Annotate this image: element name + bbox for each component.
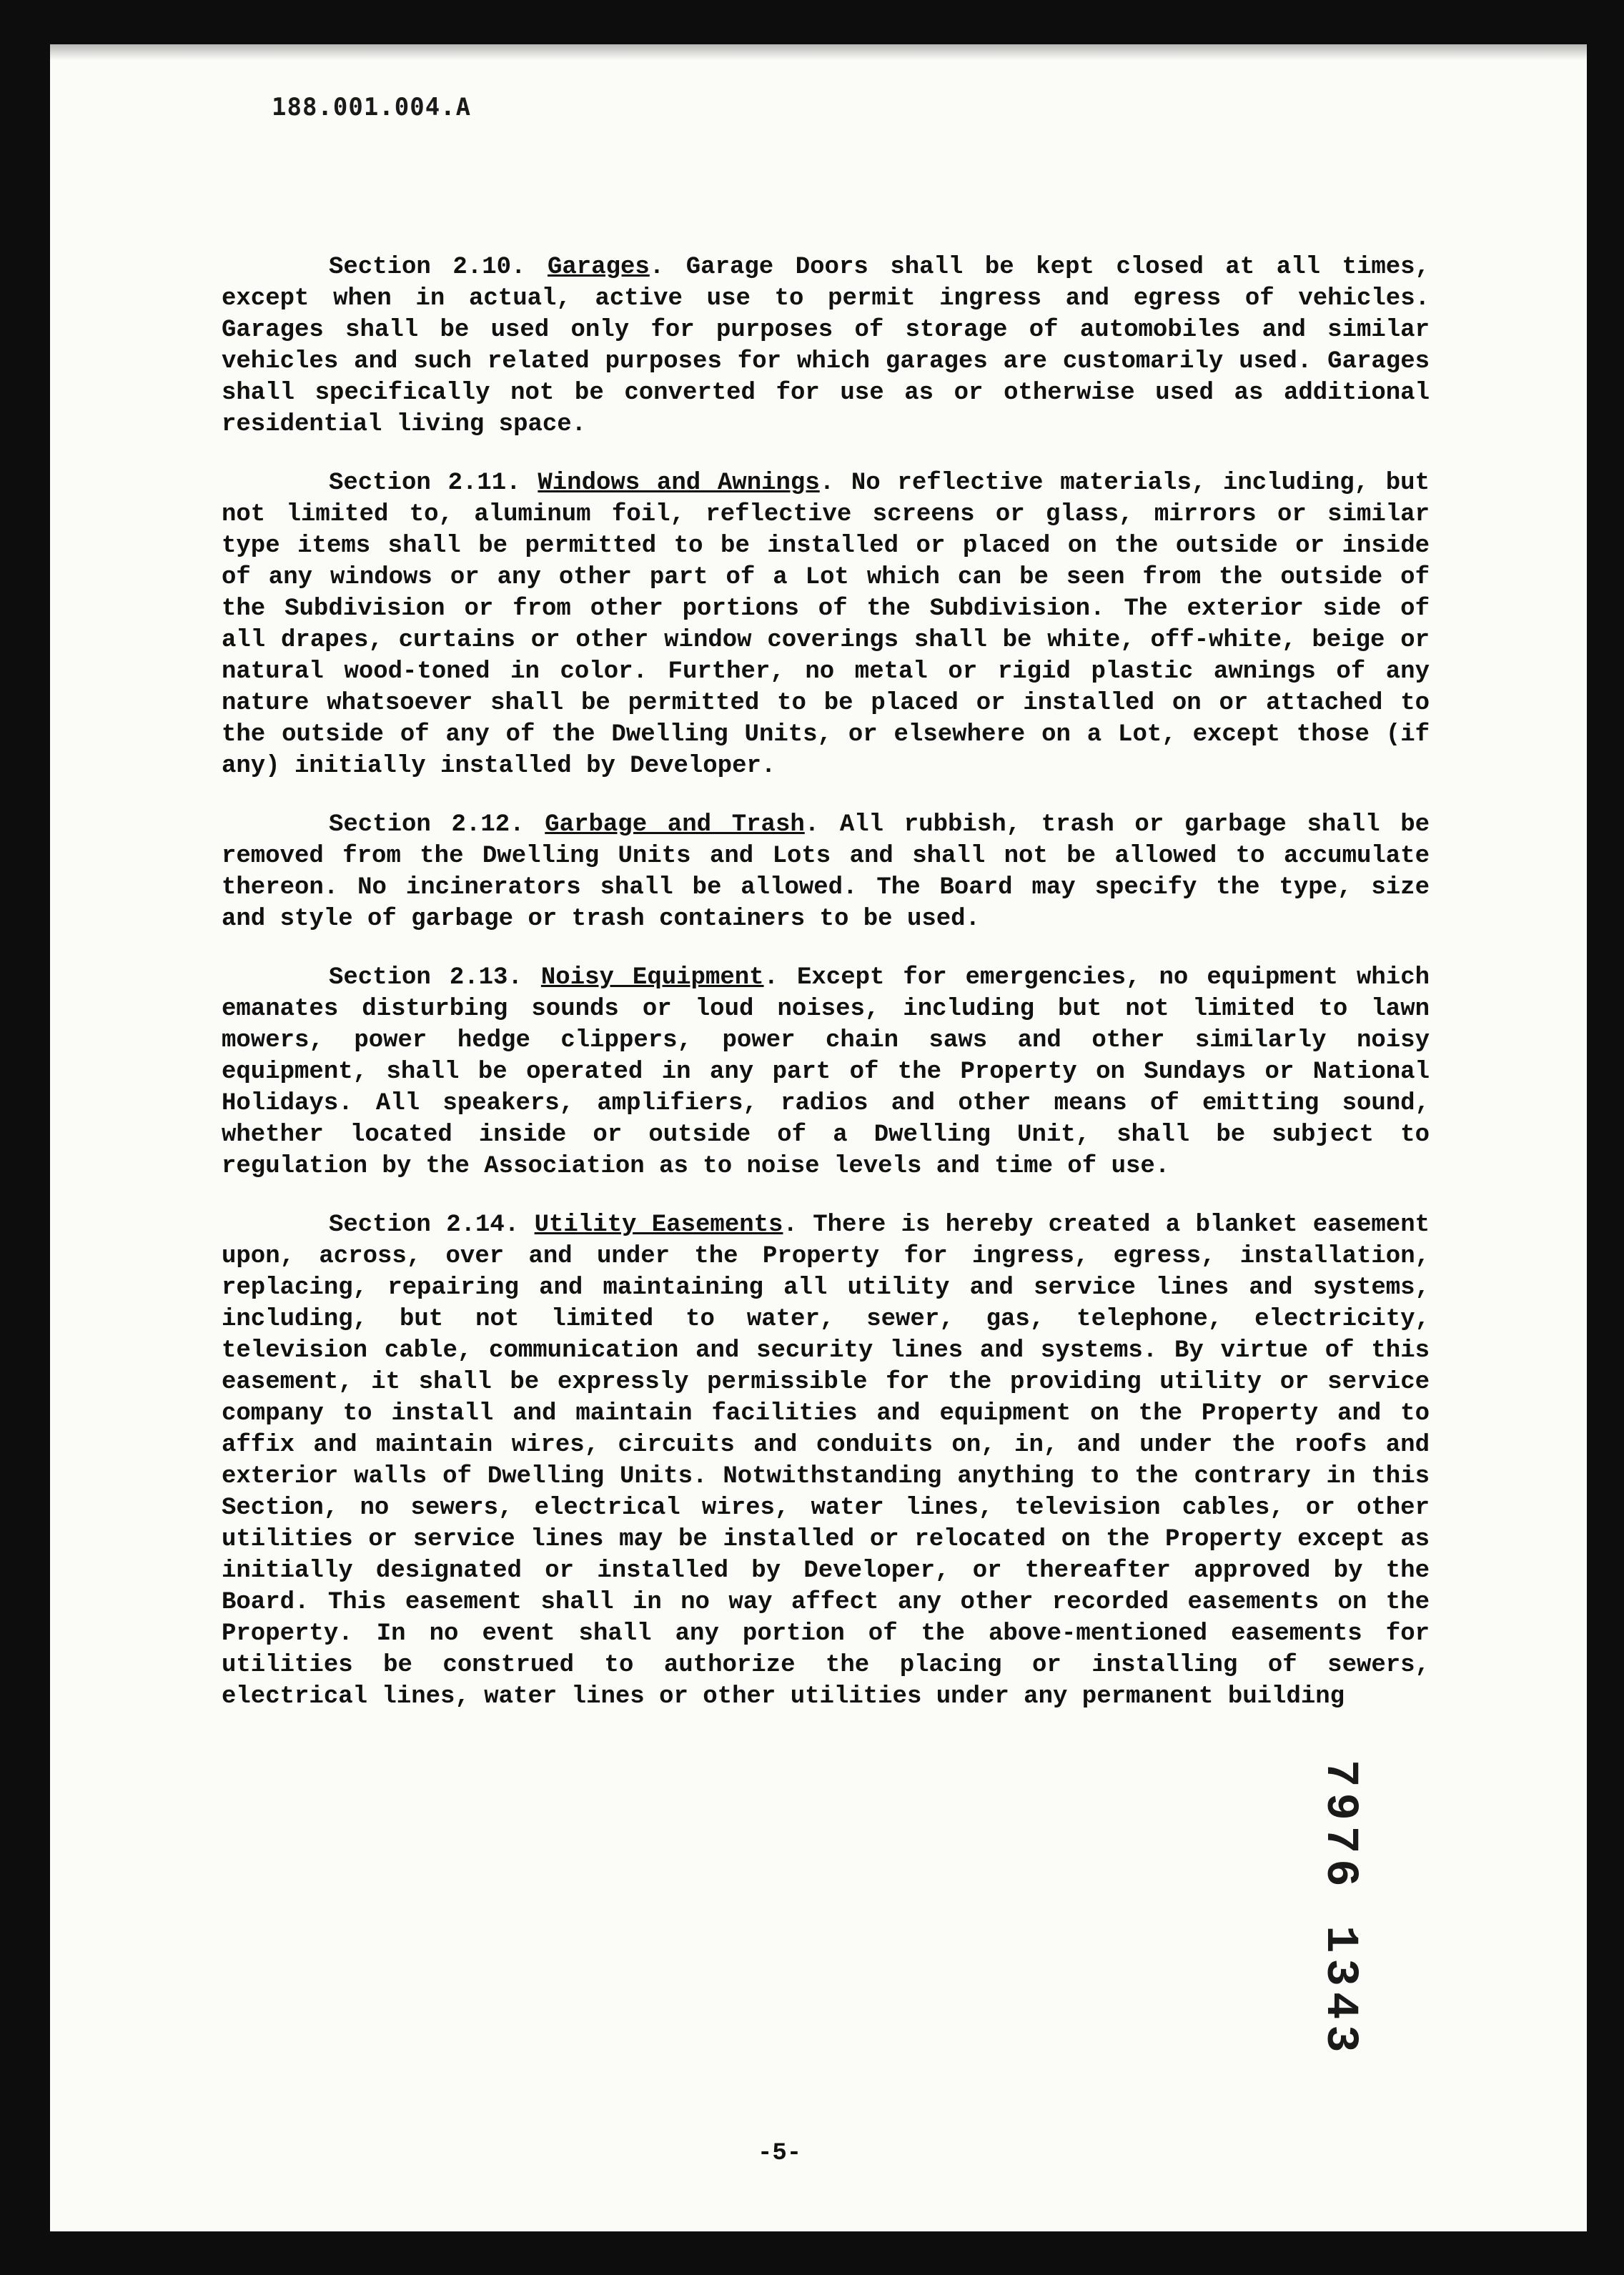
section-2-13: [222, 962, 1430, 1182]
document-body: [222, 252, 1430, 1740]
section-number: Section 2.13.: [329, 964, 523, 991]
document-page: [50, 44, 1587, 2231]
section-heading: Garbage and Trash: [545, 811, 805, 838]
section-2-14: [222, 1209, 1430, 1713]
section-text: . Except for emergencies, no equipment which emanates disturbing sounds or loud noises, including but not limited to lawn mowers, power hedge clippers, power chain saws and other similarly noisy equipment, shall be operated in any part of the Property on Sundays or National Holidays. All speakers, amplifiers, radios and other means of emitting sound, whether located inside or outside of a Dwelling Unit, shall be subject to regulation by the Association as to noise levels and time of use.: [222, 964, 1430, 1180]
section-heading: Noisy Equipment: [540, 964, 764, 991]
section-heading: Windows and Awnings: [538, 470, 820, 497]
section-text: . Garage Doors shall be kept closed at all times, except when in actual, active use to permit ingress and egress of vehicles. Garages shall be used only for purposes of storage of automobiles and similar vehicles and such related purposes for which garages are customarily used. Garages shall specifically not be converted for use as or otherwise used as additional residential living space.: [222, 254, 1430, 438]
section-2-10: [222, 252, 1430, 440]
section-number: Section 2.11.: [329, 470, 521, 497]
document-id: 188.001.004.A: [272, 93, 472, 122]
section-heading: Utility Easements: [534, 1211, 783, 1239]
section-text: . There is hereby created a blanket easement upon, across, over and under the Property for ingress, egress, installation, replacing, repairing and maintaining all utility and service lines and systems, including, but not limited to water, sewer, gas, telephone, electricity, television cable, communication and security lines and systems. By virtue of this easement, it shall be expressly permissible for the providing utility or service company to install and maintain facilities and equipment on the Property and to affix and maintain wires, circuits and conduits on, in, and under the roofs and exterior walls of Dwelling Units. Notwithstanding anything to the contrary in this Section, no sewers, electrical wires, water lines, television cables, or other utilities or service lines may be installed or relocated on the Property except as initially designated or installed by Developer, or thereafter approved by the Board. This easement shall in no way affect any other recorded easements on the Property. In no event shall any portion of the above-mentioned easements for utilities be construed to authorize the placing or installing of sewers, electrical lines, water lines or other utilities under any permanent building: [222, 1211, 1430, 1710]
section-number: Section 2.14.: [329, 1211, 520, 1239]
section-text: . No reflective materials, including, but not limited to, aluminum foil, reflective screens or glass, mirrors or similar type items shall be permitted to be installed or placed on the outside or inside of any windows or any other part of a Lot which can be seen from the outside of the Subdivision or from other portions of the Subdivision. The exterior side of all drapes, curtains or other window coverings shall be white, off-white, beige or natural wood-toned in color. Further, no metal or rigid plastic awnings of any nature whatsoever shall be permitted to be placed or installed on or attached to the outside of any of the Dwelling Units, or elsewhere on a Lot, except those (if any) initially installed by Developer.: [222, 470, 1430, 780]
page-number: -5-: [758, 2140, 802, 2167]
section-number: Section 2.10.: [329, 254, 526, 281]
section-2-12: [222, 809, 1430, 935]
recording-stamp: 7976 1343: [1314, 1760, 1365, 2058]
section-2-11: [222, 467, 1430, 782]
section-number: Section 2.12.: [329, 811, 525, 838]
section-text: . All rubbish, trash or garbage shall be removed from the Dwelling Units and Lots and shall not be allowed to accumulate thereon. No incinerators shall be allowed. The Board may specify the type, size and style of garbage or trash containers to be used.: [222, 811, 1430, 933]
section-heading: Garages: [547, 254, 650, 281]
